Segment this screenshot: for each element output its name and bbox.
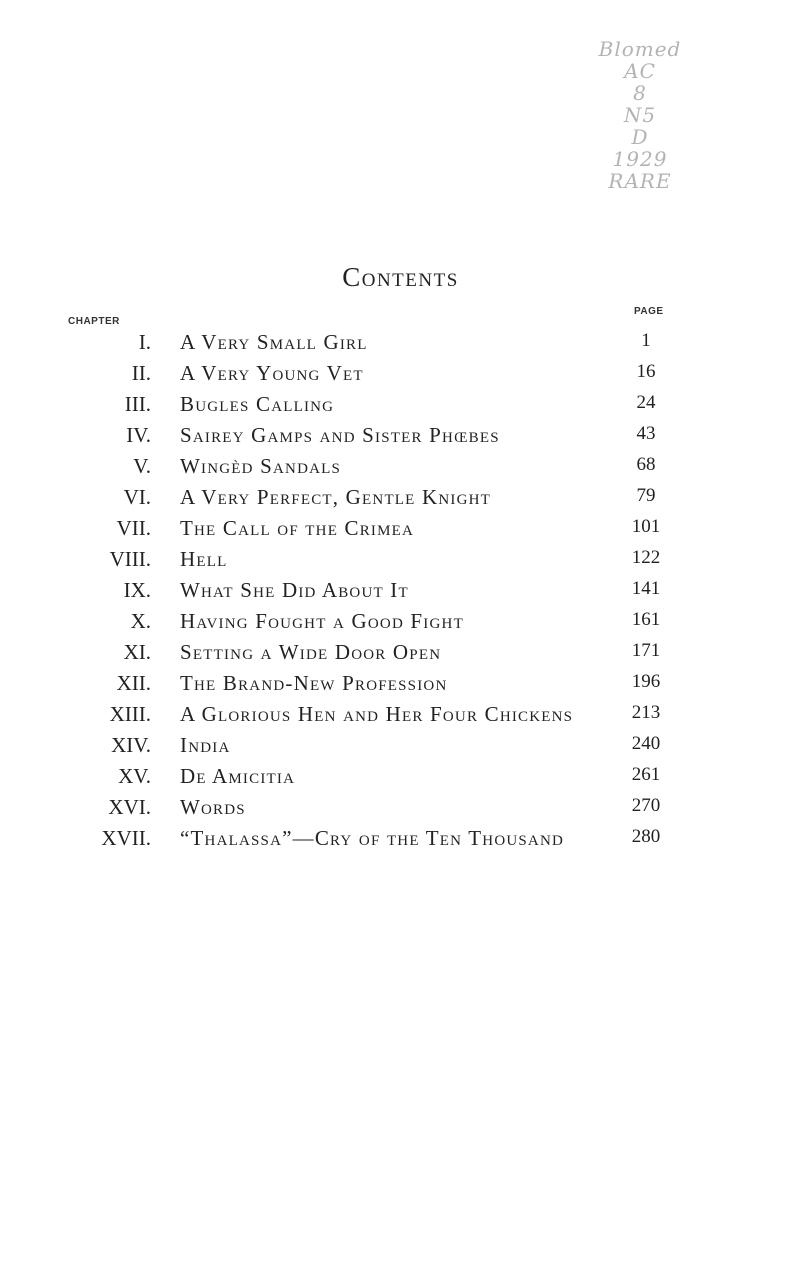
chapter-number: IV. [126, 423, 151, 447]
chapter-number: XI. [123, 640, 151, 664]
chapter-title: A Very Small Girl [180, 330, 368, 354]
chapter-page: 122 [631, 547, 661, 568]
chapter-number: XIV. [111, 733, 151, 757]
call-number-line: RARE [608, 169, 672, 193]
chapter-title: What She Did About It [180, 578, 409, 602]
chapter-page: 68 [636, 454, 656, 475]
toc-row [0, 764, 801, 795]
toc-row [0, 423, 801, 454]
chapter-number: XVII. [101, 826, 151, 850]
toc-row [0, 702, 801, 733]
toc-row [0, 826, 801, 857]
chapter-title: Wingèd Sandals [180, 454, 342, 478]
chapter-title: Bugles Calling [180, 392, 335, 416]
toc-row [0, 578, 801, 609]
toc-row [0, 392, 801, 423]
chapter-title: A Very Young Vet [180, 361, 364, 385]
chapter-title: Having Fought a Good Fight [180, 609, 464, 633]
chapter-title: De Amicitia [180, 764, 296, 788]
chapter-title: A Glorious Hen and Her Four Chickens [180, 702, 574, 726]
call-number-line: 8 [633, 81, 647, 105]
toc-row [0, 330, 801, 361]
chapter-title: Sairey Gamps and Sister Phœbes [180, 423, 500, 447]
table-of-contents [0, 330, 801, 857]
chapter-title: The Brand-New Profession [180, 671, 448, 695]
chapter-number: XVI. [108, 795, 151, 819]
call-number-line: AC [624, 59, 656, 83]
call-number-line: Blomed [598, 37, 682, 61]
chapter-number: III. [124, 392, 151, 416]
chapter-page: 24 [636, 392, 656, 413]
chapter-page: 101 [631, 516, 661, 537]
chapter-page: 196 [631, 671, 661, 692]
chapter-page: 161 [631, 609, 661, 630]
chapter-number: XV. [118, 764, 151, 788]
chapter-title: A Very Perfect, Gentle Knight [180, 485, 492, 509]
chapter-title: Words [180, 795, 246, 819]
toc-row [0, 516, 801, 547]
chapter-page: 16 [636, 361, 656, 382]
call-number-line: D [631, 125, 649, 149]
chapter-page: 79 [636, 485, 656, 506]
chapter-page: 240 [631, 733, 661, 754]
chapter-page: 1 [641, 330, 651, 351]
chapter-number: X. [130, 609, 151, 633]
chapter-title: “Thalassa”—Cry of the Ten Thousand [180, 826, 565, 850]
chapter-title: The Call of the Crimea [180, 516, 415, 540]
toc-row [0, 547, 801, 578]
chapter-number: II. [131, 361, 151, 385]
chapter-page: 141 [631, 578, 661, 599]
chapter-title: India [180, 733, 231, 757]
chapter-number: VII. [116, 516, 151, 540]
chapter-number: V. [133, 454, 151, 478]
chapter-page: 43 [636, 423, 656, 444]
toc-row [0, 609, 801, 640]
chapter-number: XII. [116, 671, 151, 695]
toc-row [0, 454, 801, 485]
call-number-line: N5 [623, 103, 657, 127]
library-call-number [580, 38, 700, 192]
chapter-number: I. [138, 330, 151, 354]
chapter-page: 171 [631, 640, 661, 661]
chapter-title: Setting a Wide Door Open [180, 640, 442, 664]
toc-row [0, 361, 801, 392]
chapter-page: 270 [631, 795, 661, 816]
toc-row [0, 671, 801, 702]
chapter-number: VIII. [109, 547, 151, 571]
toc-row [0, 733, 801, 764]
toc-row [0, 485, 801, 516]
toc-row [0, 640, 801, 671]
chapter-number: XIII. [109, 702, 151, 726]
toc-row [0, 795, 801, 826]
call-number-line: 1929 [612, 147, 668, 171]
chapter-title: Hell [180, 547, 228, 571]
chapter-page: 280 [631, 826, 661, 847]
page-title: Contents [342, 262, 459, 292]
chapter-page: 213 [631, 702, 661, 723]
chapter-number: VI. [123, 485, 151, 509]
chapter-page: 261 [631, 764, 661, 785]
page-column-header: PAGE [634, 306, 664, 317]
chapter-column-header: CHAPTER [68, 316, 120, 327]
chapter-number: IX. [123, 578, 151, 602]
